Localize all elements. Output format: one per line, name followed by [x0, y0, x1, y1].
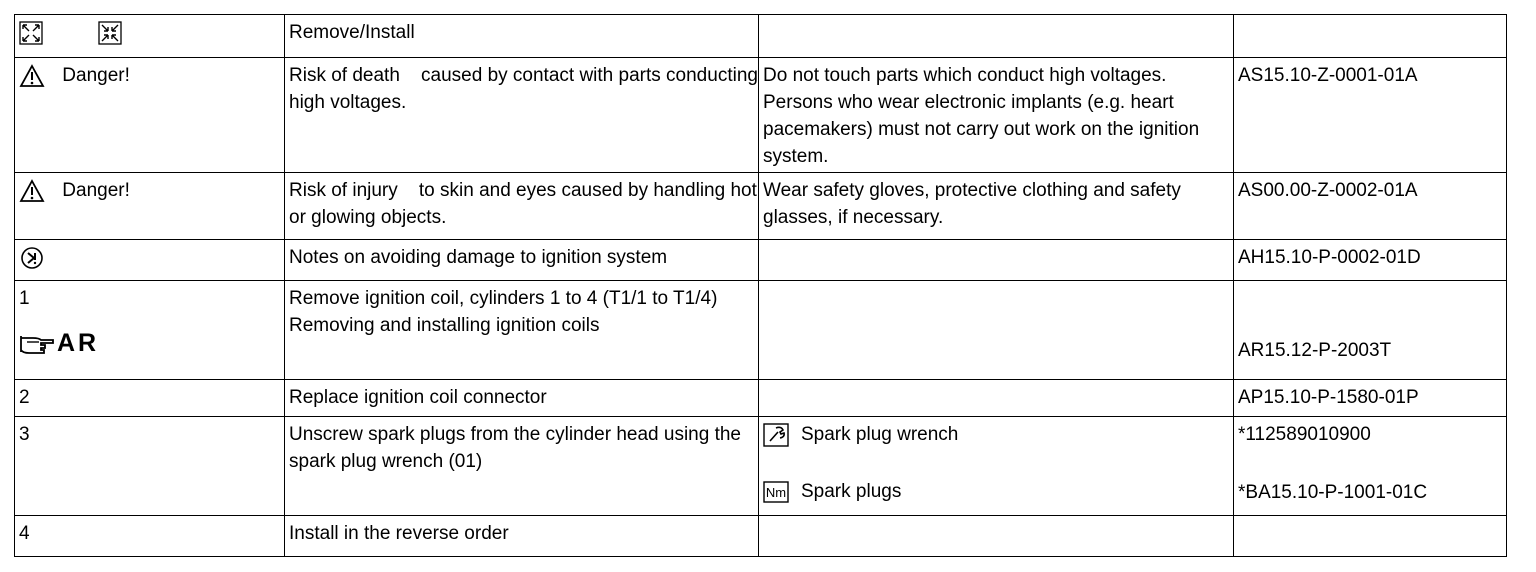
torque-nm-icon [763, 481, 789, 503]
icon-cell [15, 15, 285, 58]
table-row [15, 417, 1507, 516]
danger-label: Danger! [62, 65, 130, 87]
step-number: 2 [19, 387, 30, 408]
table-row [15, 240, 1507, 281]
step-text: Remove ignition coil, cylinders 1 to 4 (T1/1 to T1/4) [289, 288, 718, 309]
reference-code: AS00.00-Z-0002-01A [1238, 180, 1418, 201]
risk-rest: caused by contact with parts conducting high voltages. [289, 65, 758, 113]
danger-label: Danger! [62, 180, 130, 202]
tool-reference[interactable]: *112589010900 [1238, 424, 1371, 445]
warning-triangle-icon [19, 64, 45, 88]
risk-lead: Risk of death [289, 65, 400, 86]
table-row [15, 15, 1507, 58]
reference-code[interactable]: AP15.10-P-1580-01P [1238, 387, 1419, 408]
reference-code[interactable]: AR15.12-P-2003T [1238, 340, 1392, 361]
step-number: 4 [19, 523, 30, 544]
reference-code: AS15.10-Z-0001-01A [1238, 65, 1418, 86]
risk-text [289, 173, 758, 231]
risk-lead: Risk of injury [289, 180, 398, 201]
torque-label: Spark plugs [801, 481, 902, 502]
ar-label: AR [57, 329, 100, 357]
step-number: 3 [19, 424, 30, 445]
table-row [15, 281, 1507, 380]
special-tool-icon [763, 423, 789, 447]
table-row [15, 173, 1507, 240]
table-row [15, 380, 1507, 417]
torque-reference[interactable]: *BA15.10-P-1001-01C [1238, 482, 1428, 503]
procedure-table [14, 14, 1507, 557]
step-text: Install in the reverse order [289, 523, 509, 544]
reference-code [1238, 15, 1506, 19]
install-icon [98, 21, 122, 45]
precaution-text: Wear safety gloves, protective clothing and safety glasses, if necessary. [763, 180, 1181, 228]
step-text: Remove/Install [289, 22, 415, 43]
torque-icon-text: Nm [765, 484, 787, 500]
remove-icon [19, 21, 43, 45]
risk-rest: to skin and eyes caused by handling hot or glowing objects. [289, 180, 757, 228]
ar-link-text[interactable]: Removing and installing ignition coils [289, 315, 600, 336]
step-text: Unscrew spark plugs from the cylinder head using the spark plug wrench (01) [289, 424, 742, 472]
table-row [15, 516, 1507, 557]
table-row [15, 58, 1507, 173]
step-number: 1 [19, 288, 30, 309]
step-text: Notes on avoiding damage to ignition system [289, 247, 668, 268]
warning-triangle-icon [19, 179, 45, 203]
note-icon [19, 246, 45, 270]
reference-code: AH15.10-P-0002-01D [1238, 247, 1421, 268]
step-text: Replace ignition coil connector [289, 387, 547, 408]
tool-label: Spark plug wrench [801, 424, 959, 445]
risk-text [289, 58, 758, 116]
pointing-hand-icon [19, 332, 55, 356]
precaution-text: Do not touch parts which conduct high voltages. Persons who wear electronic implants (e.g. heart pacemakers) must not carry out work on the ignition system. [763, 65, 1200, 167]
